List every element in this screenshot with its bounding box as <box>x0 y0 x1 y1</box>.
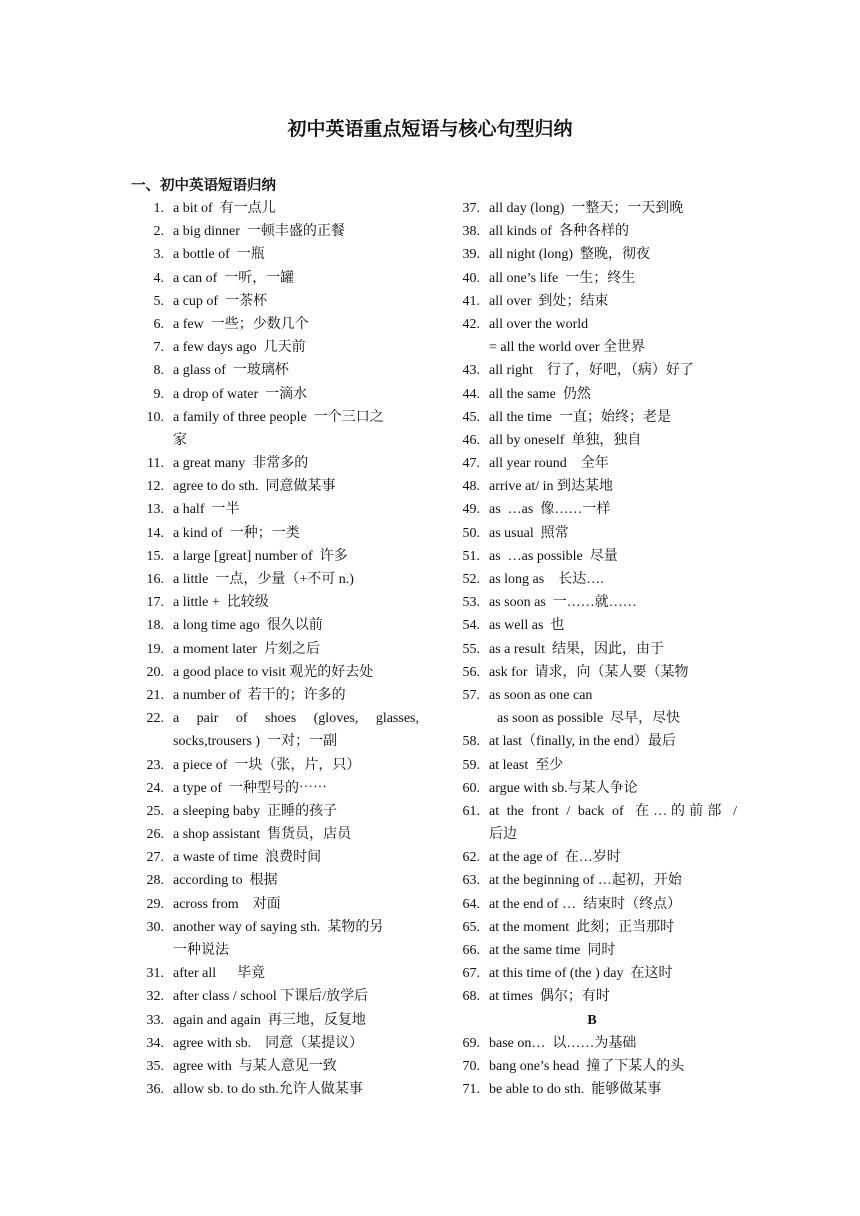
phrase-text: according to 根据 <box>173 873 278 889</box>
phrase-text: all right 行了，好吧，（病）好了 <box>489 363 694 379</box>
item-number: 9. <box>153 386 164 402</box>
item-number: 46. <box>462 432 480 448</box>
item-number: 22. <box>146 711 164 727</box>
phrase-row <box>131 614 419 637</box>
item-number: 64. <box>462 896 480 912</box>
phrase-text: a bottle of 一瓶 <box>173 247 265 263</box>
phrase-text: be able to do sth. 能够做某事 <box>489 1082 662 1098</box>
item-number: 47. <box>462 456 480 472</box>
phrase-text: 后边 <box>489 827 517 843</box>
item-number: 52. <box>462 572 480 587</box>
item-number: 5. <box>153 293 164 309</box>
item-number: 39. <box>462 247 480 263</box>
item-number: 61. <box>462 803 480 819</box>
phrase-row <box>131 916 419 939</box>
phrase-row <box>131 290 419 313</box>
phrase-row <box>131 684 419 707</box>
phrase-text: a can of 一听，一罐 <box>173 270 295 286</box>
phrase-text: all kinds of 各种各样的 <box>489 224 629 240</box>
phrase-row <box>447 1078 737 1101</box>
phrase-text: as usual 照常 <box>489 525 569 541</box>
phrase-row <box>447 429 737 452</box>
phrase-row <box>447 1032 737 1055</box>
phrase-text: all over the world <box>489 316 589 332</box>
phrase-row <box>447 846 737 869</box>
phrase-text: as …as 像……一样 <box>489 502 611 518</box>
phrase-text: base on… 以……为基础 <box>489 1035 637 1051</box>
item-number: 31. <box>146 966 164 982</box>
phrase-row <box>447 406 737 429</box>
phrase-text: all one’s life 一生；终生 <box>489 270 636 286</box>
item-number: 53. <box>462 595 480 611</box>
phrase-row <box>447 545 737 568</box>
phrase-text: a type of 一种型号的⋯⋯ <box>173 780 327 796</box>
phrase-row <box>447 661 737 684</box>
phrase-row <box>131 313 419 336</box>
phrase-row <box>447 336 737 359</box>
phrase-row <box>131 359 419 382</box>
item-number: 35. <box>146 1058 164 1074</box>
phrase-text: at least 至少 <box>489 757 564 773</box>
phrase-text: agree with 与某人意见一致 <box>173 1058 337 1074</box>
phrase-text: at this time of (the ) day 在这时 <box>489 966 673 982</box>
phrase-row <box>131 522 419 545</box>
phrase-text: a drop of water 一滴水 <box>173 386 308 402</box>
phrase-row <box>131 336 419 359</box>
phrase-row <box>447 916 737 939</box>
item-number: 24. <box>146 780 164 796</box>
phrase-row <box>131 754 419 777</box>
phrase-row <box>131 1032 419 1055</box>
phrase-row <box>131 939 419 962</box>
phrase-row <box>447 707 737 730</box>
phrase-text: a piece of 一块（张，片，只） <box>173 757 361 773</box>
left-column <box>131 197 419 1101</box>
phrase-text: a cup of 一茶杯 <box>173 293 268 309</box>
phrase-text: as long as 长达…. <box>489 572 604 587</box>
phrase-row <box>131 869 419 892</box>
letter-heading <box>447 1009 737 1032</box>
phrase-text: a family of three people 一个三口之 <box>173 409 384 425</box>
phrase-row <box>131 429 419 452</box>
phrase-text: a kind of 一种；一类 <box>173 525 300 541</box>
phrase-text: at the front / back of 在 … 的 前 部 / <box>489 803 737 819</box>
phrase-text: a moment later 片刻之后 <box>173 641 320 657</box>
item-number: 6. <box>153 316 164 332</box>
phrase-text: 家 <box>173 432 187 448</box>
phrase-text: a good place to visit 观光的好去处 <box>173 664 374 680</box>
phrase-row <box>447 475 737 498</box>
phrase-text: 一种说法 <box>173 943 229 958</box>
phrase-row <box>447 985 737 1008</box>
item-number: 17. <box>146 595 164 611</box>
phrase-row <box>447 220 737 243</box>
item-number: 57. <box>462 687 480 703</box>
phrase-row <box>447 962 737 985</box>
item-number: 20. <box>146 664 164 680</box>
phrase-text: a few days ago 几天前 <box>173 340 306 356</box>
phrase-text: all the time 一直；始终；老是 <box>489 409 671 425</box>
item-number: 30. <box>146 919 164 935</box>
item-number: 27. <box>146 850 164 866</box>
phrase-row <box>447 754 737 777</box>
item-number: 66. <box>462 943 480 958</box>
phrase-text: all by oneself 单独，独自 <box>489 432 642 448</box>
item-number: 42. <box>462 316 480 332</box>
item-number: 37. <box>462 201 480 216</box>
phrase-row <box>131 498 419 521</box>
phrase-row <box>447 869 737 892</box>
item-number: 43. <box>462 363 480 379</box>
phrase-row <box>131 267 419 290</box>
phrase-text: ask for 请求，向（某人要（某物 <box>489 664 689 680</box>
phrase-text: as a result 结果，因此，由于 <box>489 641 664 657</box>
phrase-row <box>131 962 419 985</box>
item-number: 48. <box>462 479 480 495</box>
phrase-text: at the beginning of …起初，开始 <box>489 873 682 889</box>
item-number: 58. <box>462 734 480 750</box>
phrase-row <box>447 197 737 220</box>
item-number: 40. <box>462 270 480 286</box>
phrase-text: agree with sb. 同意（某提议） <box>173 1035 364 1051</box>
item-number: 63. <box>462 873 480 889</box>
phrase-row <box>131 846 419 869</box>
phrase-row <box>447 313 737 336</box>
phrase-text: = all the world over 全世界 <box>489 340 646 356</box>
phrase-text: across from 对面 <box>173 896 281 912</box>
phrase-row <box>131 800 419 823</box>
document-title: 初中英语重点短语与核心句型归纳 <box>287 119 573 140</box>
phrase-text: all the same 仍然 <box>489 386 591 402</box>
item-number: 10. <box>146 409 164 425</box>
phrase-text: a sleeping baby 正睡的孩子 <box>173 803 338 819</box>
phrase-row <box>131 591 419 614</box>
item-number: 62. <box>462 850 480 866</box>
phrase-row <box>447 568 737 591</box>
phrase-text: at the age of 在…岁时 <box>489 850 621 866</box>
phrase-row <box>447 777 737 800</box>
phrase-text: a bit of 有一点儿 <box>173 201 276 216</box>
item-number: 28. <box>146 873 164 889</box>
item-number: 51. <box>462 548 480 564</box>
item-number: 11. <box>147 456 164 472</box>
item-number: 16. <box>146 572 164 587</box>
item-number: 68. <box>462 989 480 1005</box>
phrase-row <box>447 684 737 707</box>
phrase-text: a great many 非常多的 <box>173 456 309 472</box>
phrase-text: at the moment 此刻；正当那时 <box>489 919 675 935</box>
phrase-row <box>131 383 419 406</box>
phrase-text: again and again 再三地，反复地 <box>173 1012 366 1028</box>
phrase-row <box>447 359 737 382</box>
item-number: 38. <box>462 224 480 240</box>
phrase-row <box>131 406 419 429</box>
phrase-row <box>447 614 737 637</box>
phrase-row <box>447 730 737 753</box>
item-number: 29. <box>146 896 164 912</box>
phrase-row <box>447 893 737 916</box>
phrase-text: all year round 全年 <box>489 456 609 472</box>
phrase-row <box>447 290 737 313</box>
phrase-row <box>447 267 737 290</box>
phrase-text: allow sb. to do sth.允许人做某事 <box>173 1082 363 1098</box>
phrase-text: argue with sb.与某人争论 <box>489 780 638 796</box>
phrase-text: a pair of shoes (gloves, glasses, <box>173 711 419 727</box>
item-number: 19. <box>146 641 164 657</box>
item-number: 12. <box>146 479 164 495</box>
item-number: 2. <box>153 224 164 240</box>
item-number: 70. <box>462 1058 480 1074</box>
item-number: 34. <box>146 1035 164 1051</box>
phrase-text: all day (long) 一整天；一天到晚 <box>489 201 684 216</box>
item-number: 7. <box>153 340 164 356</box>
phrase-row <box>131 1078 419 1101</box>
phrase-text: as soon as 一……就…… <box>489 595 637 611</box>
item-number: 32. <box>146 989 164 1005</box>
right-column <box>447 197 737 1101</box>
phrase-text: at the end of … 结束时（终点） <box>489 896 682 912</box>
phrase-text: as soon as one can <box>489 687 593 703</box>
phrase-text: after all 毕竟 <box>173 966 266 982</box>
item-number: 26. <box>146 827 164 843</box>
phrase-row <box>131 730 419 753</box>
phrase-row <box>447 498 737 521</box>
phrase-row <box>447 800 737 823</box>
phrase-text: B <box>587 1012 597 1028</box>
phrase-row <box>131 243 419 266</box>
phrase-row <box>447 939 737 962</box>
item-number: 3. <box>153 247 164 263</box>
phrase-row <box>131 475 419 498</box>
phrase-text: a large [great] number of 许多 <box>173 548 348 564</box>
phrase-text: a little 一点，少量（+不可 n.) <box>173 572 354 587</box>
item-number: 23. <box>146 757 164 773</box>
item-number: 56. <box>462 664 480 680</box>
phrase-text: a shop assistant 售货员，店员 <box>173 827 352 843</box>
phrase-row <box>447 243 737 266</box>
phrase-row <box>447 522 737 545</box>
phrase-text: at last（finally, in the end）最后 <box>489 734 676 750</box>
item-number: 25. <box>146 803 164 819</box>
item-number: 50. <box>462 525 480 541</box>
phrase-row <box>131 220 419 243</box>
phrase-row <box>447 383 737 406</box>
phrase-row <box>447 823 737 846</box>
item-number: 41. <box>462 293 480 309</box>
item-number: 1. <box>153 201 164 216</box>
phrase-row <box>447 591 737 614</box>
item-number: 21. <box>146 687 164 703</box>
item-number: 49. <box>462 502 480 518</box>
item-number: 67. <box>462 966 480 982</box>
phrase-text: a half 一半 <box>173 502 240 518</box>
phrase-text: a long time ago 很久以前 <box>173 618 323 634</box>
phrase-row <box>131 777 419 800</box>
phrase-text: arrive at/ in 到达某地 <box>489 479 614 495</box>
phrase-row <box>131 661 419 684</box>
item-number: 18. <box>146 618 164 634</box>
phrase-row <box>131 707 419 730</box>
phrase-text: as well as 也 <box>489 618 565 634</box>
phrase-text: all over 到处；结束 <box>489 293 609 309</box>
phrase-text: as …as possible 尽量 <box>489 548 618 564</box>
item-number: 55. <box>462 641 480 657</box>
section-heading: 一、初中英语短语归纳 <box>131 178 276 194</box>
item-number: 45. <box>462 409 480 425</box>
phrase-row <box>131 823 419 846</box>
phrase-row <box>447 452 737 475</box>
item-number: 36. <box>146 1082 164 1098</box>
phrase-text: as soon as possible 尽早，尽快 <box>497 711 681 727</box>
item-number: 8. <box>153 363 164 379</box>
item-number: 44. <box>462 386 480 402</box>
phrase-row <box>447 1055 737 1078</box>
item-number: 54. <box>462 618 480 634</box>
phrase-row <box>131 452 419 475</box>
phrase-text: bang one’s head 撞了下某人的头 <box>489 1058 685 1074</box>
item-number: 15. <box>146 548 164 564</box>
phrase-row <box>131 893 419 916</box>
phrase-text: socks,trousers ) 一对；一副 <box>173 734 338 750</box>
phrase-text: a waste of time 浪费时间 <box>173 850 322 866</box>
item-number: 71. <box>462 1082 480 1098</box>
phrase-row <box>131 568 419 591</box>
phrase-text: another way of saying sth. 某物的另 <box>173 919 384 935</box>
phrase-text: a number of 若干的；许多的 <box>173 687 346 703</box>
phrase-row <box>131 1055 419 1078</box>
phrase-text: a glass of 一玻璃杯 <box>173 363 289 379</box>
phrase-row <box>131 545 419 568</box>
phrase-text: a few 一些；少数几个 <box>173 316 309 332</box>
item-number: 69. <box>462 1035 480 1051</box>
item-number: 59. <box>462 757 480 773</box>
item-number: 60. <box>462 780 480 796</box>
phrase-text: at times 偶尔；有时 <box>489 989 610 1005</box>
phrase-row <box>131 197 419 220</box>
item-number: 14. <box>146 525 164 541</box>
item-number: 33. <box>146 1012 164 1028</box>
item-number: 13. <box>146 502 164 518</box>
phrase-row <box>131 985 419 1008</box>
phrase-text: at the same time 同时 <box>489 943 616 958</box>
phrase-text: after class / school 下课后/放学后 <box>173 989 369 1005</box>
item-number: 4. <box>153 270 164 286</box>
phrase-text: a big dinner 一顿丰盛的正餐 <box>173 224 345 240</box>
phrase-row <box>131 1009 419 1032</box>
item-number: 65. <box>462 919 480 935</box>
phrase-row <box>447 638 737 661</box>
phrase-row <box>131 638 419 661</box>
phrase-text: agree to do sth. 同意做某事 <box>173 479 336 495</box>
phrase-text: all night (long) 整晚，彻夜 <box>489 247 650 263</box>
phrase-text: a little + 比较级 <box>173 595 269 611</box>
